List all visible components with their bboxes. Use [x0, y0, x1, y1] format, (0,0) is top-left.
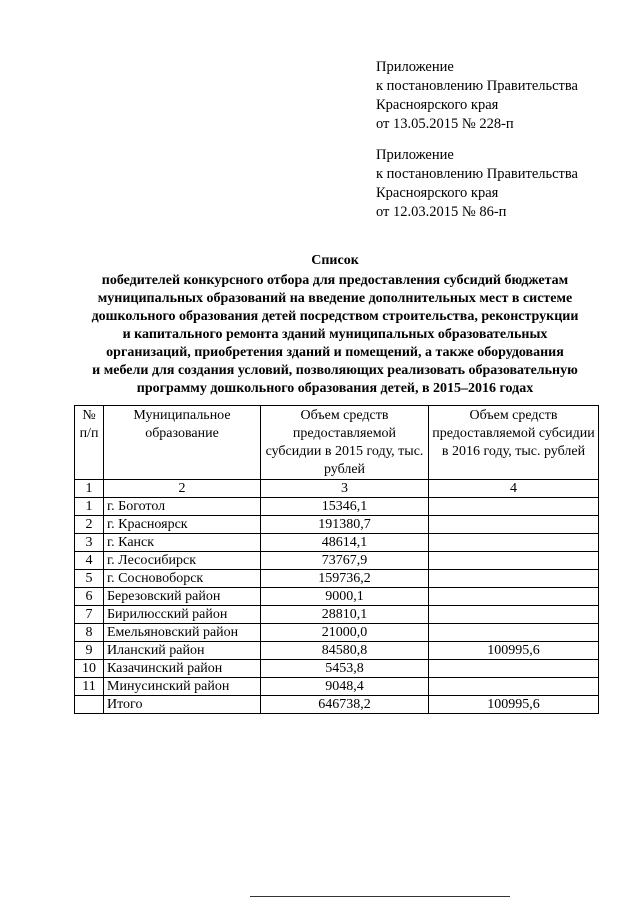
row-value-2016: [429, 660, 599, 678]
row-value-2016: [429, 678, 599, 696]
row-municipality: Бирилюсский район: [104, 606, 261, 624]
total-label: Итого: [104, 696, 261, 714]
row-number: 3: [75, 534, 104, 552]
row-value-2015: 15346,1: [261, 498, 429, 516]
row-municipality: Минусинский район: [104, 678, 261, 696]
row-value-2016: [429, 498, 599, 516]
appendix-1-line-2: к постановлению Правительства: [376, 78, 578, 94]
table-total-row: [75, 696, 599, 714]
table-header-row: [75, 406, 599, 480]
table-row: [75, 552, 599, 570]
appendix-2-line-3: Красноярского края: [376, 185, 499, 201]
row-municipality: г. Красноярск: [104, 516, 261, 534]
row-municipality: Казачинский район: [104, 660, 261, 678]
title-line: и капитального ремонта зданий муниципальных образовательных: [122, 327, 548, 342]
table-row: [75, 606, 599, 624]
row-municipality: г. Сосновоборск: [104, 570, 261, 588]
row-value-2016: [429, 606, 599, 624]
row-number: 2: [75, 516, 104, 534]
column-number: 3: [261, 480, 429, 498]
row-municipality: г. Канск: [104, 534, 261, 552]
table-row: [75, 534, 599, 552]
appendix-1-line-1: Приложение: [376, 59, 454, 75]
title-line: муниципальных образований на введение дополнительных мест в системе: [97, 291, 573, 306]
row-municipality: Березовский район: [104, 588, 261, 606]
row-value-2015: 28810,1: [261, 606, 429, 624]
row-number: 7: [75, 606, 104, 624]
row-municipality: г. Боготол: [104, 498, 261, 516]
row-value-2015: 9048,4: [261, 678, 429, 696]
table-row: [75, 660, 599, 678]
winners-table: [74, 405, 599, 714]
row-municipality: Емельяновский район: [104, 624, 261, 642]
row-municipality: Иланский район: [104, 642, 261, 660]
appendix-2-line-4: от 12.03.2015 № 86-п: [376, 204, 507, 220]
row-value-2016: [429, 534, 599, 552]
row-value-2015: 48614,1: [261, 534, 429, 552]
header-number: № п/п: [75, 406, 104, 480]
appendix-1-line-4: от 13.05.2015 № 228-п: [376, 116, 514, 132]
row-number: 1: [75, 498, 104, 516]
appendix-block-2: [376, 146, 626, 222]
scan-bottom-line: [250, 896, 510, 897]
row-value-2016: [429, 588, 599, 606]
total-number: [75, 696, 104, 714]
table-row: [75, 498, 599, 516]
title-line: организаций, приобретения зданий и помещений, а также оборудования: [106, 345, 564, 360]
row-number: 4: [75, 552, 104, 570]
row-number: 8: [75, 624, 104, 642]
header-2016: Объем средств предоставляемой субсидии в 2016 году, тыс. рублей: [429, 406, 599, 480]
table-row: [75, 516, 599, 534]
appendix-1-line-3: Красноярского края: [376, 97, 499, 113]
total-2015: 646738,2: [261, 696, 429, 714]
row-value-2016: [429, 570, 599, 588]
row-value-2015: 21000,0: [261, 624, 429, 642]
table-row: [75, 588, 599, 606]
total-2016: 100995,6: [429, 696, 599, 714]
row-number: 10: [75, 660, 104, 678]
row-value-2015: 73767,9: [261, 552, 429, 570]
row-municipality: г. Лесосибирск: [104, 552, 261, 570]
column-number: 4: [429, 480, 599, 498]
row-value-2016: [429, 552, 599, 570]
row-number: 5: [75, 570, 104, 588]
row-value-2016: 100995,6: [429, 642, 599, 660]
column-number: 2: [104, 480, 261, 498]
header-2015: Объем средств предоставляемой субсидии в 2015 году, тыс. рублей: [261, 406, 429, 480]
appendix-block-1: [376, 58, 626, 134]
title-line: дошкольного образования детей посредством строительства, реконструкции: [91, 309, 579, 324]
table-row: [75, 678, 599, 696]
column-number-row: [75, 480, 599, 498]
row-value-2015: 84580,8: [261, 642, 429, 660]
title-line: и мебели для создания условий, позволяющих реализовать образовательную: [92, 363, 578, 378]
row-number: 6: [75, 588, 104, 606]
table-row: [75, 642, 599, 660]
row-number: 11: [75, 678, 104, 696]
row-value-2016: [429, 516, 599, 534]
row-value-2015: 159736,2: [261, 570, 429, 588]
row-value-2016: [429, 624, 599, 642]
appendix-2-line-1: Приложение: [376, 147, 454, 163]
title-line: победителей конкурсного отбора для предоставления субсидий бюджетам: [101, 273, 569, 288]
row-value-2015: 9000,1: [261, 588, 429, 606]
table-row: [75, 570, 599, 588]
header-municipality: Муниципальное образование: [104, 406, 261, 480]
title-heading: Список: [311, 253, 359, 268]
row-value-2015: 5453,8: [261, 660, 429, 678]
row-number: 9: [75, 642, 104, 660]
column-number: 1: [75, 480, 104, 498]
document-title: [40, 252, 630, 398]
title-line: программу дошкольного образования детей, в 2015–2016 годах: [136, 381, 534, 396]
row-value-2015: 191380,7: [261, 516, 429, 534]
appendix-2-line-2: к постановлению Правительства: [376, 166, 578, 182]
table-row: [75, 624, 599, 642]
